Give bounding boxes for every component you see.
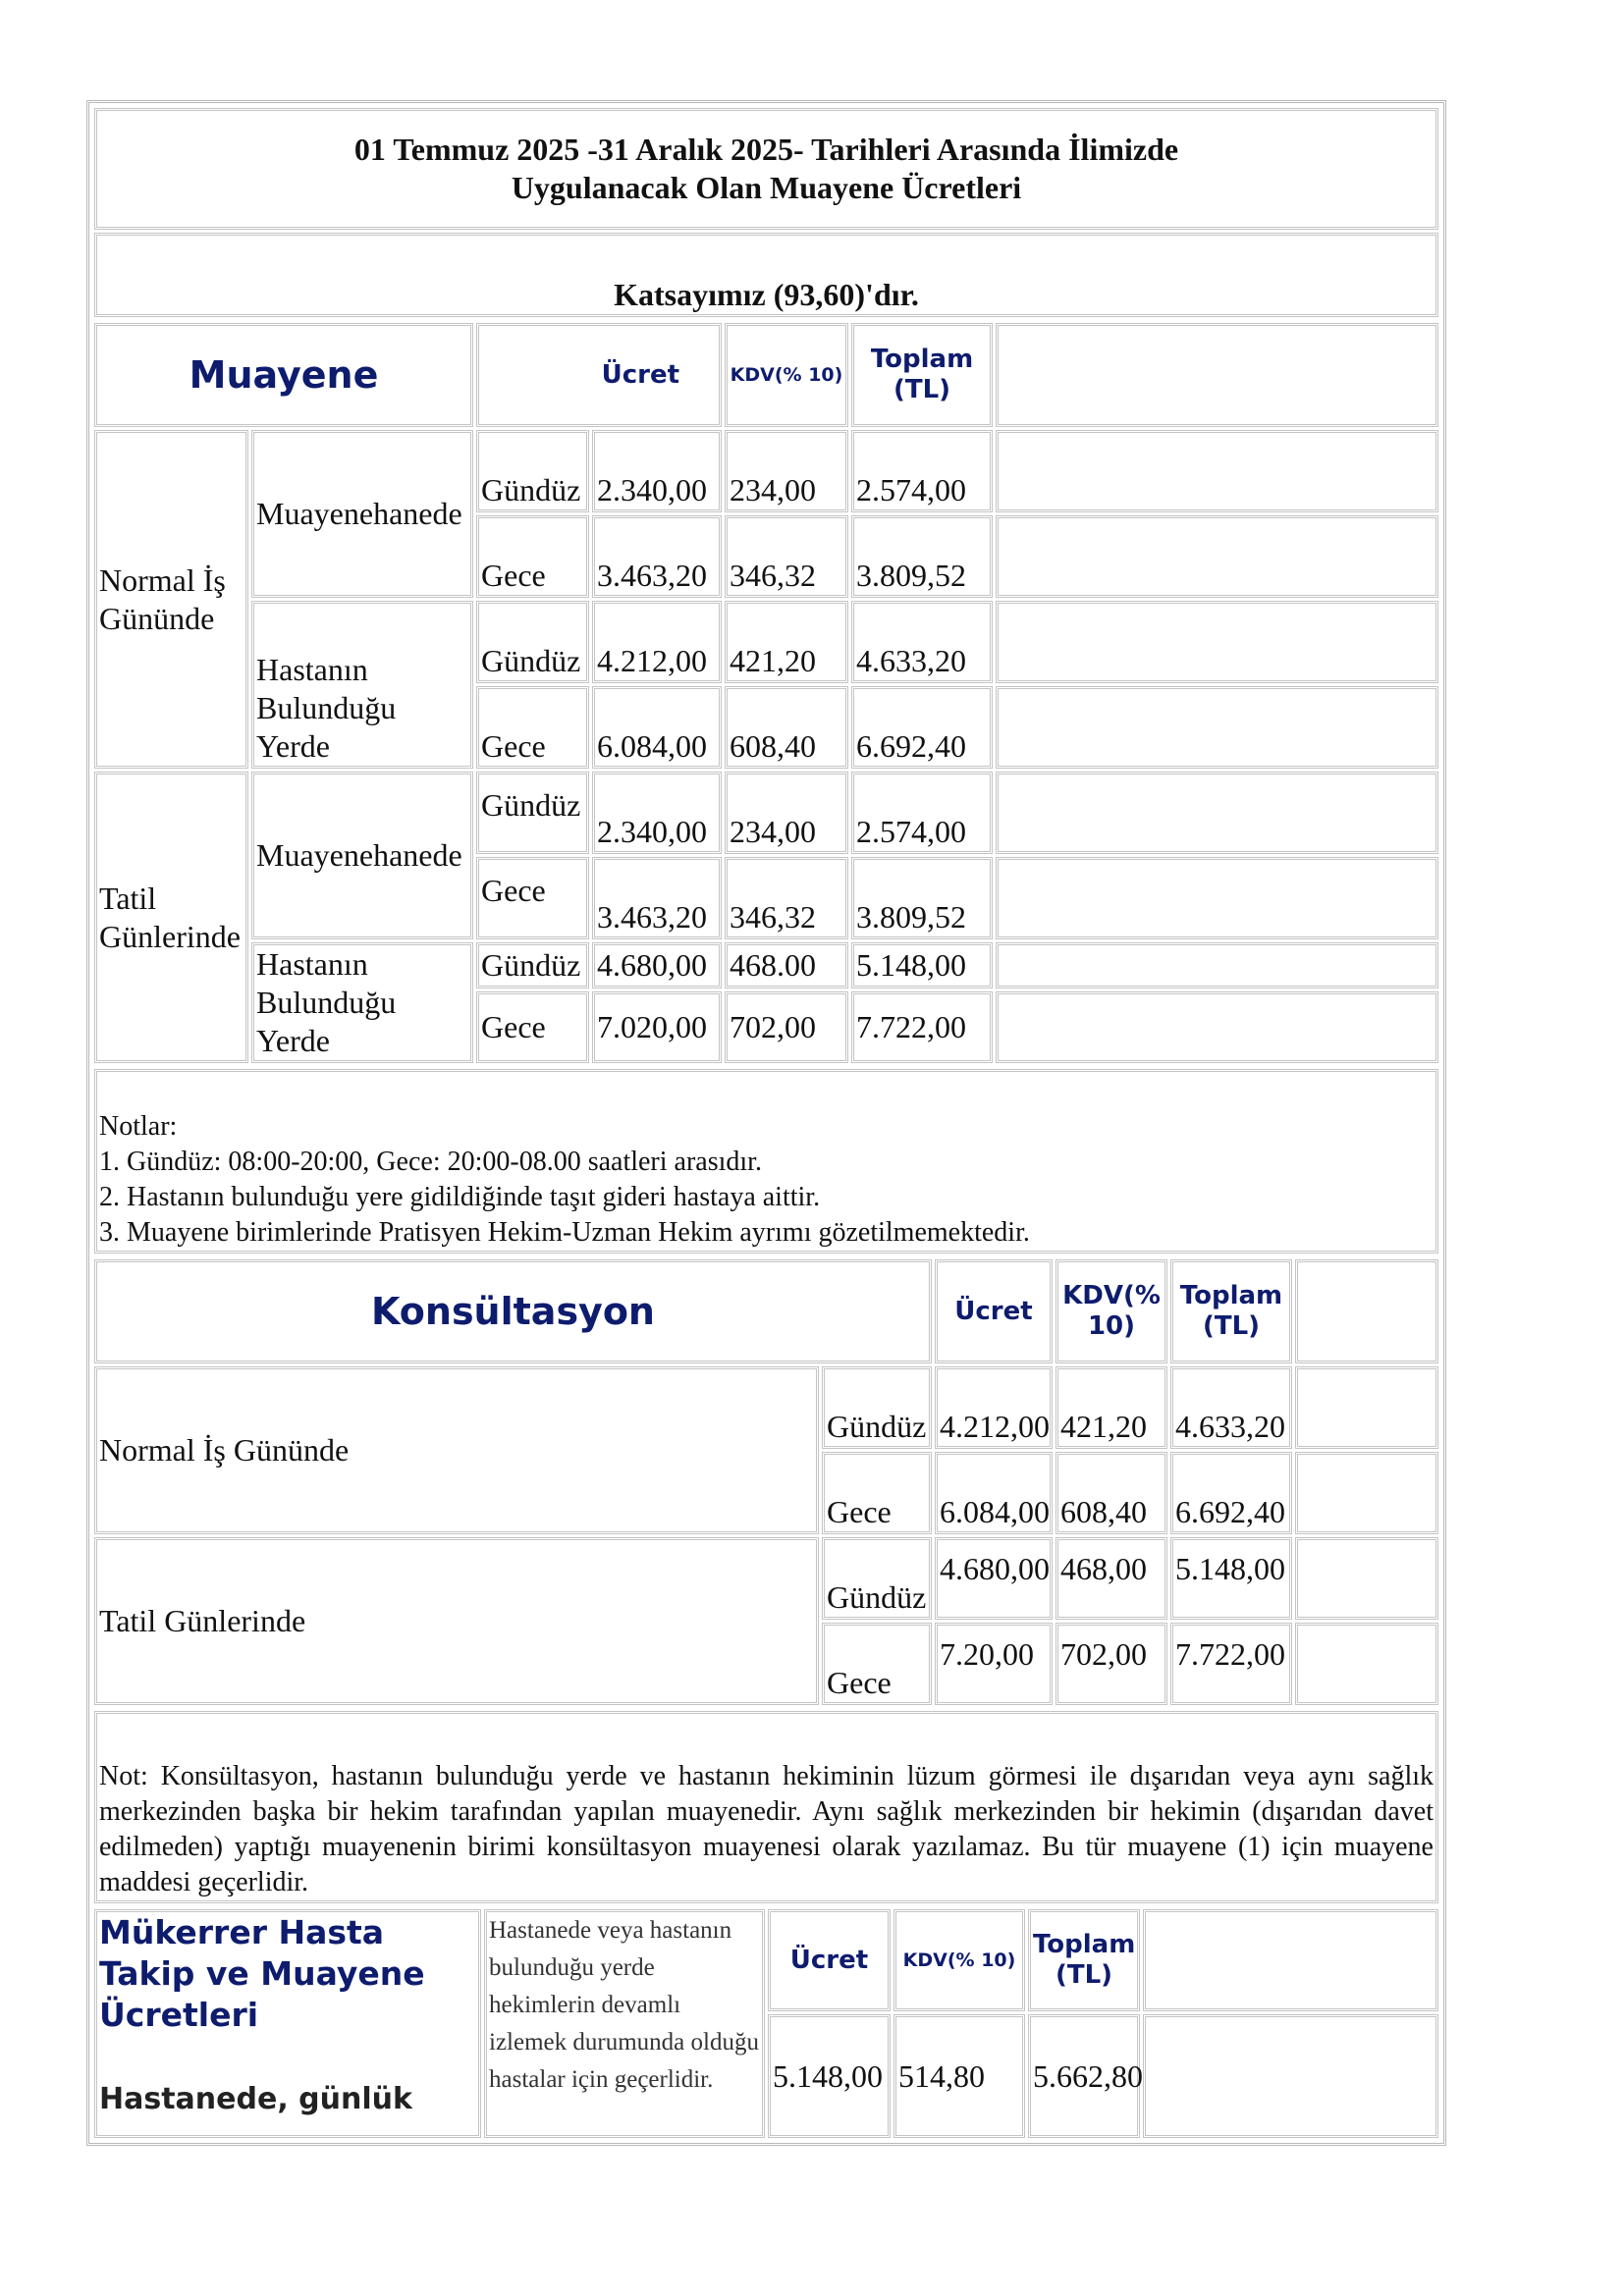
- konsultasyon-total: 7.722,00: [1170, 1623, 1292, 1705]
- mukerrer-description: Hastanede veya hastanın bulunduğu yerde hekimlerin devamlı izlemek durumunda olduğu hastalar için geçerlidir.: [484, 1909, 765, 2138]
- muayene-notes-table: [91, 1066, 1441, 1256]
- konsultasyon-shift: Gece: [822, 1623, 932, 1705]
- coefficient-text: Katsayımız (93,60)'dır.: [94, 233, 1438, 317]
- page-title: [94, 108, 1438, 230]
- muayene-place-label: Hastanın Bulunduğu Yerde: [251, 601, 473, 769]
- konsultasyon-spacer: [1295, 1366, 1438, 1449]
- muayene-heading: Muayene: [94, 323, 473, 427]
- konsultasyon-fee: 7.20,00: [935, 1623, 1053, 1705]
- konsultasyon-header-spacer: [1295, 1259, 1438, 1363]
- konsultasyon-vat: 421,20: [1056, 1366, 1167, 1449]
- mukerrer-col-vat: KDV(% 10): [893, 1909, 1025, 2011]
- konsultasyon-note: Not: Konsültasyon, hastanın bulunduğu yerde ve hastanın hekiminin lüzum görmesi ile dışarıdan veya aynı sağlık merkezinden başka bir hekim tarafından yapılan muayenedir. Aynı sağlık merkezinden bir hekimin (dışarıdan davet edilmeden) yaptığı muayenenin birimi konsültasyon muayenesi olarak yazılamaz. Bu tür muayene (1) için muayene maddesi geçerlidir.: [94, 1711, 1438, 1903]
- muayene-shift: Gece: [476, 515, 589, 598]
- muayene-table: [91, 320, 1441, 1066]
- konsultasyon-fee: 4.212,00: [935, 1366, 1053, 1449]
- konsultasyon-shift: Gece: [822, 1452, 932, 1534]
- konsultasyon-fee: 6.084,00: [935, 1452, 1053, 1534]
- muayene-spacer: [996, 515, 1438, 598]
- muayene-place-label: Muayenehanede: [251, 430, 473, 598]
- muayene-col-total: Toplam (TL): [851, 323, 993, 427]
- muayene-spacer: [996, 686, 1438, 769]
- konsultasyon-total: 6.692,40: [1170, 1452, 1292, 1534]
- muayene-shift: Gündüz: [476, 772, 589, 854]
- muayene-vat: 234,00: [725, 772, 848, 854]
- muayene-vat: 346,32: [725, 857, 848, 939]
- konsultasyon-col-vat: KDV(% 10): [1056, 1259, 1167, 1363]
- muayene-spacer: [996, 601, 1438, 683]
- muayene-fee: 4.212,00: [592, 601, 722, 683]
- muayene-group-holiday: Tatil Günlerinde: [94, 772, 248, 1063]
- muayene-total: 7.722,00: [851, 991, 993, 1063]
- muayene-shift: Gündüz: [476, 430, 589, 512]
- muayene-fee: 4.680,00: [592, 942, 722, 988]
- konsultasyon-note-table: [91, 1708, 1441, 1906]
- mukerrer-vat: 514,80: [893, 2014, 1025, 2138]
- konsultasyon-vat: 702,00: [1056, 1623, 1167, 1705]
- note-item: 2. Hastanın bulunduğu yere gidildiğinde taşıt gideri hastaya aittir.: [99, 1182, 821, 1212]
- muayene-notes: [94, 1069, 1438, 1254]
- muayene-spacer: [996, 772, 1438, 854]
- muayene-fee: 7.020,00: [592, 991, 722, 1063]
- muayene-col-fee: Ücret: [476, 323, 722, 427]
- page-title-line1: 01 Temmuz 2025 -31 Aralık 2025- Tarihleri Arasında İlimizde: [353, 132, 1179, 167]
- konsultasyon-table: [91, 1256, 1441, 1708]
- muayene-total: 6.692,40: [851, 686, 993, 769]
- muayene-vat: 608,40: [725, 686, 848, 769]
- note-item: 1. Gündüz: 08:00-20:00, Gece: 20:00-08.00 saatleri arasıdır.: [99, 1147, 762, 1177]
- konsultasyon-fee: 4.680,00: [935, 1537, 1053, 1620]
- konsultasyon-col-total: Toplam (TL): [1170, 1259, 1292, 1363]
- konsultasyon-vat: 608,40: [1056, 1452, 1167, 1534]
- muayene-spacer: [996, 942, 1438, 988]
- muayene-vat: 421,20: [725, 601, 848, 683]
- mukerrer-spacer: [1143, 2014, 1438, 2138]
- header-table: [91, 105, 1441, 320]
- page-title-line2: Uygulanacak Olan Muayene Ücretleri: [511, 170, 1022, 205]
- konsultasyon-group-holiday: Tatil Günlerinde: [94, 1537, 819, 1705]
- muayene-total: 3.809,52: [851, 515, 993, 598]
- muayene-vat: 702,00: [725, 991, 848, 1063]
- muayene-fee: 3.463,20: [592, 857, 722, 939]
- muayene-total: 4.633,20: [851, 601, 993, 683]
- mukerrer-col-total: Toplam (TL): [1028, 1909, 1140, 2011]
- mukerrer-header-spacer: [1143, 1909, 1438, 2011]
- mukerrer-fee: 5.148,00: [768, 2014, 891, 2138]
- note-item: 3. Muayene birimlerinde Pratisyen Hekim-Uzman Hekim ayrımı gözetilmemektedir.: [99, 1217, 1030, 1248]
- muayene-shift: Gece: [476, 857, 589, 939]
- muayene-fee: 3.463,20: [592, 515, 722, 598]
- muayene-total: 2.574,00: [851, 430, 993, 512]
- konsultasyon-spacer: [1295, 1623, 1438, 1705]
- notes-title: Notlar:: [99, 1111, 178, 1142]
- konsultasyon-shift: Gündüz: [822, 1537, 932, 1620]
- mukerrer-heading-cell: [94, 1909, 481, 2138]
- muayene-total: 2.574,00: [851, 772, 993, 854]
- mukerrer-table: [91, 1906, 1441, 2141]
- muayene-spacer: [996, 430, 1438, 512]
- muayene-col-vat: KDV(% 10): [725, 323, 848, 427]
- konsultasyon-spacer: [1295, 1537, 1438, 1620]
- muayene-spacer: [996, 991, 1438, 1063]
- mukerrer-heading: Mükerrer Hasta Takip ve Muayene Ücretleri: [99, 1913, 425, 2034]
- muayene-place-label: Hastanın Bulunduğu Yerde: [251, 942, 473, 1063]
- muayene-fee: 2.340,00: [592, 430, 722, 512]
- muayene-total: 5.148,00: [851, 942, 993, 988]
- muayene-vat: 468.00: [725, 942, 848, 988]
- konsultasyon-total: 5.148,00: [1170, 1537, 1292, 1620]
- muayene-shift: Gündüz: [476, 942, 589, 988]
- muayene-place-label: Muayenehanede: [251, 772, 473, 939]
- muayene-vat: 346,32: [725, 515, 848, 598]
- muayene-total: 3.809,52: [851, 857, 993, 939]
- muayene-group-normal: Normal İş Gününde: [94, 430, 248, 769]
- muayene-header-spacer: [996, 323, 1438, 427]
- muayene-spacer: [996, 857, 1438, 939]
- konsultasyon-heading: Konsültasyon: [94, 1259, 932, 1363]
- konsultasyon-total: 4.633,20: [1170, 1366, 1292, 1449]
- konsultasyon-vat: 468,00: [1056, 1537, 1167, 1620]
- muayene-shift: Gece: [476, 686, 589, 769]
- muayene-vat: 234,00: [725, 430, 848, 512]
- mukerrer-subheading: Hastanede, günlük: [99, 2082, 412, 2116]
- muayene-fee: 6.084,00: [592, 686, 722, 769]
- konsultasyon-group-normal: Normal İş Gününde: [94, 1366, 819, 1534]
- konsultasyon-shift: Gündüz: [822, 1366, 932, 1449]
- muayene-shift: Gündüz: [476, 601, 589, 683]
- muayene-shift: Gece: [476, 991, 589, 1063]
- mukerrer-total: 5.662,80: [1028, 2014, 1140, 2138]
- mukerrer-col-fee: Ücret: [768, 1909, 891, 2011]
- fee-document: [86, 100, 1446, 2146]
- muayene-fee: 2.340,00: [592, 772, 722, 854]
- konsultasyon-col-fee: Ücret: [935, 1259, 1053, 1363]
- konsultasyon-spacer: [1295, 1452, 1438, 1534]
